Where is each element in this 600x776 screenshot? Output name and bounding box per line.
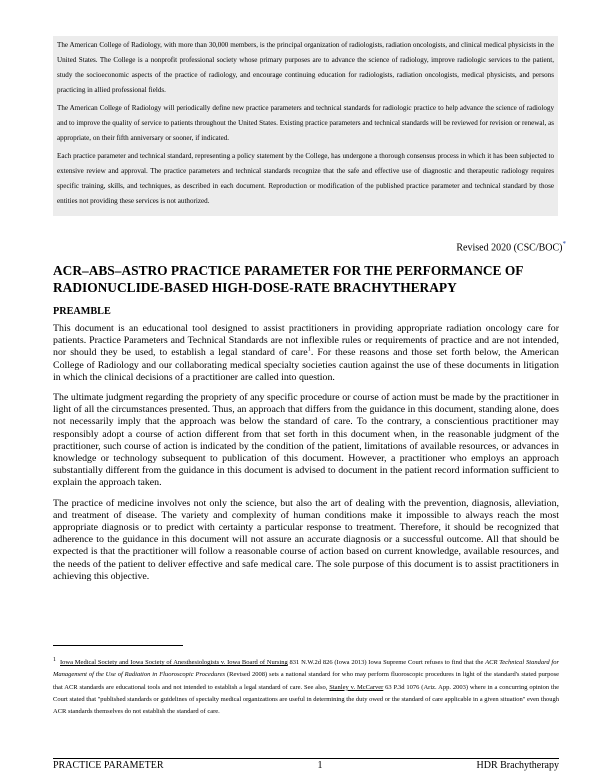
intro-paragraph: Each practice parameter and technical standard, representing a policy statement by the College, has undergone a thorough consensus process in which it has been subjected to extensive review and approval. The practice parameters and technical standards recognize that the safe and effective use of diagnostic and therapeutic radiology requires specific training, skills, and techniques, as described in each document. Reproduction or modification of the published practice parameter and technical standard by those entities not providing these services is not authorized. [57,152,554,205]
revision-label: Revised 2020 (CSC/BOC) [456,242,563,254]
preamble-body [53,323,559,591]
footnote [53,654,559,719]
intro-paragraph: The American College of Radiology will periodically define new practice parameters and technical standards for radiologic practice to help advance the science of radiology and to improve the quality of service to patients throughout the United States. Existing practice parameters and technical standards will be reviewed for revision or renewal, as appropriate, on their fifth anniversary or sooner, if indicated. [57,104,554,142]
preamble-paragraph-1 [53,323,559,384]
intro-paragraph: The American College of Radiology, with more than 30,000 members, is the principal organization of radiologists, radiation oncologists, and clinical medical physicists in the United States. The College is a nonprofit professional society whose primary purposes are to advance the science of radiology, improve radiologic services to the patient, study the socioeconomic aspects of the practice of radiology, and encourage continuing education for radiologists, radiation oncologists, medical physicists, and persons practicing in allied professional fields. [57,41,554,94]
footnote-number: 1 [53,657,56,663]
revision-reference-link[interactable]: * [562,240,566,248]
text-run: (Revised 2008) sets a national standard for who may perform fluoroscopic procedures in light of the standard's stated purpose that ACR standards are educational tools and not intended to establish a legal standard of care. See also, [53,671,559,691]
standard-title: ACR Technical Standard for Management of the Use of Radiation in Fluoroscopic Procedures [53,659,559,679]
case-citation-link[interactable]: Stanley v. McCarver [329,683,384,691]
text-run: . For these reasons and those set forth below, the American College of Radiology and our collaborating medical specialty societies caution against the use of these documents in litigation in which the clinical decisions of a practitioner are called into question. [53,347,559,383]
page-number: 1 [317,760,323,771]
revision-note [456,240,566,253]
text-run: This document is an educational tool designed to assist practitioners in providing appropriate radiation oncology care for patients. Practice Parameters and Technical Standards are not inflexible rules or requirements of practice and are not intended, nor should they be used, to establish a legal standard of care [53,323,559,359]
case-citation-link[interactable]: Iowa Medical Society and Iowa Society of Anesthesiologists v. Iowa Board of Nursing [60,659,288,667]
preamble-paragraph-3: The practice of medicine involves not only the science, but also the art of dealing with the prevention, diagnosis, alleviation, and treatment of disease. The variety and complexity of human conditions make it impossible to always reach the most appropriate diagnosis or to predict with certainty a particular response to treatment. Therefore, it should be recognized that adherence to the guidance in this document will not assure an accurate diagnosis or a successful outcome. All that should be expected is that the practitioner will follow a reasonable course of action based on current knowledge, available resources, and the needs of the patient to deliver effective and safe medical care. The sole purpose of this document is to assist practitioners in achieving this objective. [53,497,559,582]
preamble-paragraph-2: The ultimate judgment regarding the propriety of any specific procedure or course of action must be made by the practitioner in light of all the circumstances presented. Thus, an approach that differs from the guidance in this document, standing alone, does not necessarily imply that the approach was below the standard of care. To the contrary, a conscientious practitioner may responsibly adopt a course of action different from that set forth in this document when, in the reasonable judgment of the practitioner, such course of action is indicated by the condition of the patient, limitations of available resources, or advances in knowledge or technology subsequent to publication of this document. However, a practitioner who employs an approach substantially different from the guidance in this document is advised to document in the patient record information sufficient to explain the approach taken. [53,392,559,489]
text-run: 831 N.W.2d 826 (Iowa 2013) Iowa Supreme Court refuses to find that the [287,659,486,667]
footnote-reference[interactable]: 1 [307,346,311,354]
preamble-heading: PREAMBLE [53,306,111,317]
document-title: ACR–ABS–ASTRO PRACTICE PARAMETER FOR THE PERFORMANCE OF RADIONUCLIDE-BASED HIGH-DOSE-RATE BRACHYTHERAPY [53,263,523,295]
footer-left: PRACTICE PARAMETER [53,760,164,771]
footer-right: HDR Brachytherapy [476,760,559,771]
page-footer [53,758,559,771]
acr-intro-box [53,36,558,216]
footnote-divider [53,645,183,646]
text-run: 63 P.3d 1076 (Ariz. App. 2003) where in a concurring opinion the Court stated that "published standards or guidelines of specialty medical organizations are useful in determining the duty owed or the standard of care applicable in a given situation" even though ACR standards themselves do not establish the standard of care. [53,683,559,716]
